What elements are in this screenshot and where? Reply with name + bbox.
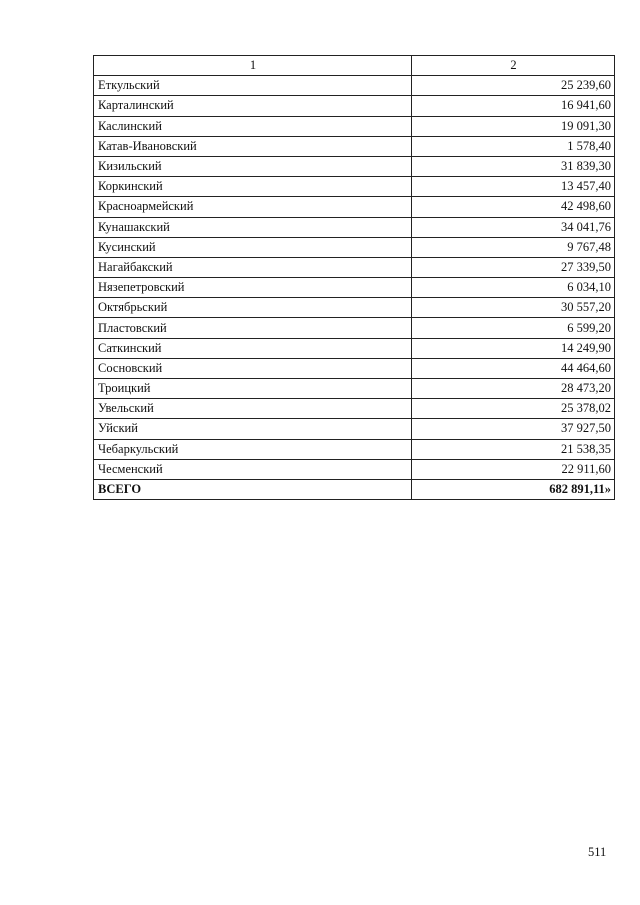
district-name: Катав-Ивановский: [94, 136, 412, 156]
district-value: 14 249,90: [412, 338, 615, 358]
table-row: [94, 136, 615, 156]
table-row: [94, 197, 615, 217]
table-row: [94, 399, 615, 419]
district-name: Сосновский: [94, 358, 412, 378]
district-value: 9 767,48: [412, 237, 615, 257]
district-name: Нагайбакский: [94, 257, 412, 277]
table-row: [94, 298, 615, 318]
table-row: [94, 76, 615, 96]
district-value: 27 339,50: [412, 257, 615, 277]
district-value: 6 034,10: [412, 278, 615, 298]
table-row: [94, 217, 615, 237]
district-value: 34 041,76: [412, 217, 615, 237]
district-value: 6 599,20: [412, 318, 615, 338]
district-value: 25 239,60: [412, 76, 615, 96]
table-row: [94, 177, 615, 197]
budget-table: [93, 55, 615, 500]
district-name: Еткульский: [94, 76, 412, 96]
column-header-1: 1: [94, 56, 412, 76]
table-row: [94, 379, 615, 399]
table-body: [94, 76, 615, 480]
district-name: Троицкий: [94, 379, 412, 399]
district-value: 31 839,30: [412, 156, 615, 176]
total-value: 682 891,11»: [412, 479, 615, 499]
district-value: 1 578,40: [412, 136, 615, 156]
column-header-2: 2: [412, 56, 615, 76]
district-value: 25 378,02: [412, 399, 615, 419]
district-value: 30 557,20: [412, 298, 615, 318]
district-value: 19 091,30: [412, 116, 615, 136]
district-value: 44 464,60: [412, 358, 615, 378]
table-row: [94, 419, 615, 439]
total-label: ВСЕГО: [94, 479, 412, 499]
table-row: [94, 318, 615, 338]
district-name: Чебаркульский: [94, 439, 412, 459]
district-value: 22 911,60: [412, 459, 615, 479]
table-row: [94, 257, 615, 277]
district-name: Красноармейский: [94, 197, 412, 217]
table-row: [94, 237, 615, 257]
district-value: 21 538,35: [412, 439, 615, 459]
district-name: Кизильский: [94, 156, 412, 176]
table-row: [94, 156, 615, 176]
district-value: 42 498,60: [412, 197, 615, 217]
district-name: Увельский: [94, 399, 412, 419]
page-number: 511: [588, 845, 607, 859]
district-name: Уйский: [94, 419, 412, 439]
district-name: Нязепетровский: [94, 278, 412, 298]
district-name: Чесменский: [94, 459, 412, 479]
table-row: [94, 338, 615, 358]
table-row: [94, 96, 615, 116]
table-row: [94, 358, 615, 378]
district-name: Саткинский: [94, 338, 412, 358]
total-row: [94, 479, 615, 499]
table-row: [94, 439, 615, 459]
district-name: Кунашакский: [94, 217, 412, 237]
district-value: 28 473,20: [412, 379, 615, 399]
table-row: [94, 116, 615, 136]
district-name: Кусинский: [94, 237, 412, 257]
table-header-row: [94, 56, 615, 76]
district-value: 13 457,40: [412, 177, 615, 197]
district-name: Пластовский: [94, 318, 412, 338]
table-row: [94, 278, 615, 298]
district-name: Октябрьский: [94, 298, 412, 318]
district-name: Каслинский: [94, 116, 412, 136]
district-name: Коркинский: [94, 177, 412, 197]
district-name: Карталинский: [94, 96, 412, 116]
table-row: [94, 459, 615, 479]
district-value: 16 941,60: [412, 96, 615, 116]
district-value: 37 927,50: [412, 419, 615, 439]
